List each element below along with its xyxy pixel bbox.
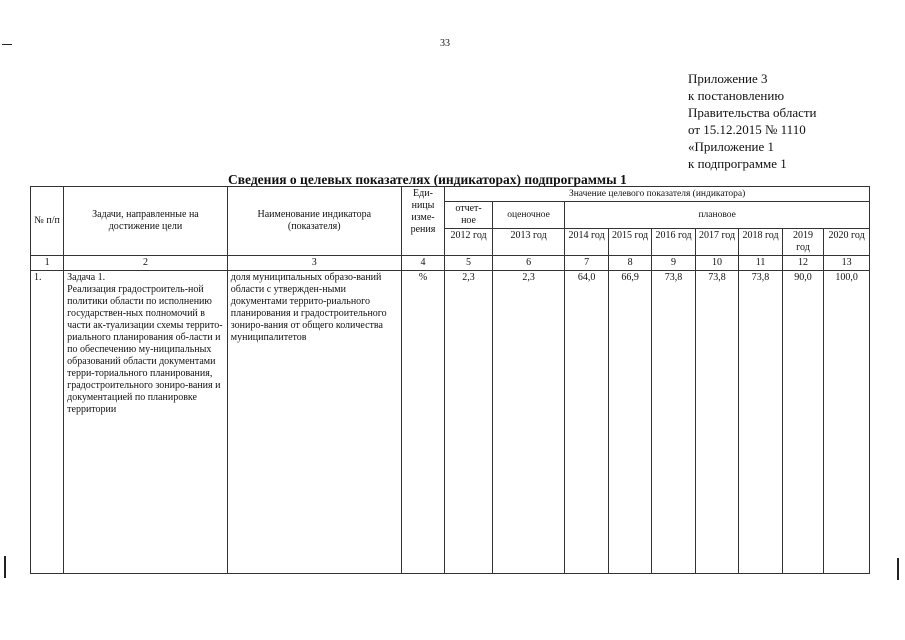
header-planned: плановое	[565, 202, 870, 229]
row-indicator: доля муниципальных образо-ваний области с утвержден-ными документами террито-риального планирования и градостроительного зониро-вания от общего количества муниципалитетов	[227, 271, 401, 574]
column-number: 7	[565, 256, 608, 271]
header-year: 2015 год	[608, 229, 651, 256]
table-row	[31, 271, 870, 574]
appendix-line: к постановлению	[688, 88, 785, 103]
row-unit: %	[401, 271, 444, 574]
row-value: 73,8	[652, 271, 695, 574]
appendix-line: к подпрограмме 1	[688, 156, 787, 171]
row-value: 64,0	[565, 271, 608, 574]
header-reported: отчет-ное	[445, 202, 493, 229]
header-year: 2016 год	[652, 229, 695, 256]
header-estimated: оценочное	[492, 202, 564, 229]
header-num: № п/п	[31, 187, 64, 256]
appendix-block	[688, 70, 817, 172]
column-number-row	[31, 256, 870, 271]
column-number: 11	[739, 256, 782, 271]
header-year: 2012 год	[445, 229, 493, 256]
scan-edge-mark	[897, 558, 899, 580]
header-year: 2014 год	[565, 229, 608, 256]
scan-edge-mark	[2, 44, 12, 45]
column-number: 6	[492, 256, 564, 271]
header-year: 2020 год	[824, 229, 870, 256]
row-value: 66,9	[608, 271, 651, 574]
row-value: 90,0	[782, 271, 823, 574]
row-task	[64, 271, 228, 574]
header-tasks: Задачи, направленные на достижение цели	[64, 187, 228, 256]
appendix-line: от 15.12.2015 № 1110	[688, 122, 806, 137]
task-text: Реализация градостроитель-ной политики области по исполнению государствен-ных полномочий в части ак-туализации схемы террито-риального планирования об-ласти и по обеспечению му-ниципальных образований области документами терри-ториального планирования, градостроительного зониро-вания и документацией по планировке территории	[67, 284, 223, 415]
column-number: 9	[652, 256, 695, 271]
row-value: 73,8	[739, 271, 782, 574]
row-value: 2,3	[445, 271, 493, 574]
indicators-table	[30, 186, 870, 574]
header-year: 2019 год	[782, 229, 823, 256]
header-row	[31, 187, 870, 202]
header-unit: Еди-ницы изме-рения	[401, 187, 444, 256]
column-number: 8	[608, 256, 651, 271]
appendix-line: «Приложение 1	[688, 139, 775, 154]
column-number: 12	[782, 256, 823, 271]
column-number: 10	[695, 256, 738, 271]
column-number: 2	[64, 256, 228, 271]
row-number: 1.	[31, 271, 64, 574]
header-year: 2018 год	[739, 229, 782, 256]
column-number: 13	[824, 256, 870, 271]
appendix-line: Правительства области	[688, 105, 817, 120]
header-value-group: Значение целевого показателя (индикатора)	[445, 187, 870, 202]
page-number: 33	[440, 38, 450, 49]
appendix-line: Приложение 3	[688, 71, 768, 86]
document-title: Сведения о целевых показателях (индикаторах) подпрограммы 1	[228, 172, 627, 187]
column-number: 5	[445, 256, 493, 271]
row-value: 100,0	[824, 271, 870, 574]
header-year: 2017 год	[695, 229, 738, 256]
header-indicator: Наименование индикатора (показателя)	[227, 187, 401, 256]
task-title: Задача 1.	[67, 272, 106, 283]
column-number: 4	[401, 256, 444, 271]
column-number: 1	[31, 256, 64, 271]
scan-edge-mark	[4, 556, 6, 578]
row-value: 73,8	[695, 271, 738, 574]
row-value: 2,3	[492, 271, 564, 574]
header-year: 2013 год	[492, 229, 564, 256]
column-number: 3	[227, 256, 401, 271]
